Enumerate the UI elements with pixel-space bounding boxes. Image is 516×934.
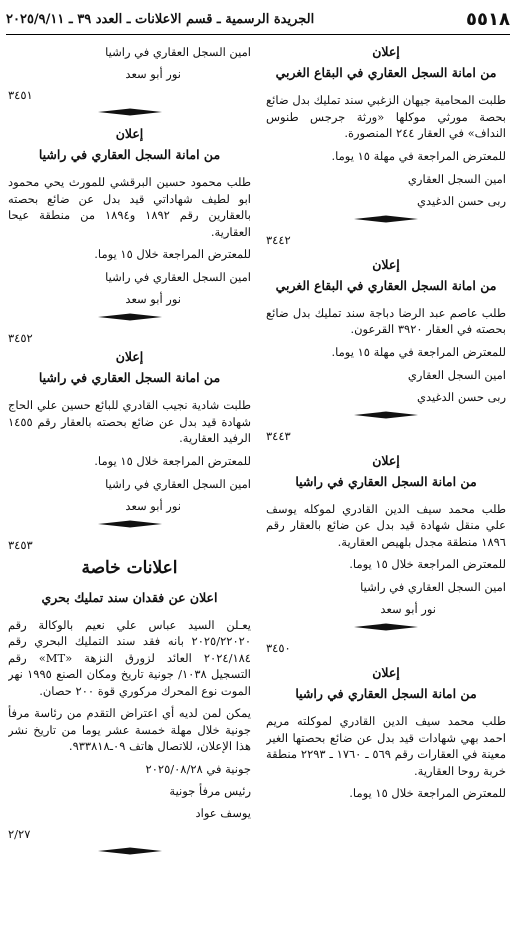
signatory-name: نور أبو سعد: [125, 498, 181, 513]
notice-ref-number: ٣٤٥٣: [8, 537, 33, 552]
signatory-title: امين السجل العقاري في راشيا: [360, 580, 506, 594]
notice-title: إعلان: [115, 349, 144, 364]
notice-ref-number: ٣٤٥٠: [266, 641, 291, 655]
right-column: [266, 44, 506, 934]
notice-body: طلب محمود حسين البرقشي للمورث يحي محمود ابو لطيف شهاداتي قيد بدل عن ضائع بحصته بالعقارين رقم ١٨٩٢ و١٨٩٤ من منطقة عيحا العقارية.: [8, 175, 251, 239]
signatory-title: رئيس مرفأ جونية: [169, 783, 251, 798]
notice-ref-number: ٣٤٥٢: [8, 331, 33, 345]
notice-ref-number: ٣٤٤٢: [266, 232, 291, 247]
running-title: الجريدة الرسمية ـ قسم الاعلانات ـ العدد ٣٩ ـ ٢٠٢٥/٩/١١: [6, 11, 315, 27]
section-title: اعلانات خاصة: [81, 557, 178, 578]
notice-body: طلب محمد سيف الدين القادري لموكلته مريم احمد بهي شهادات قيد بدل عن ضائع بحصتها الغير معينة في العقارات رقم ٥٦٩ ـ ١٧٦٠ ـ ٢٢٩٣ منطقة خربة روحا العقارية.: [266, 714, 506, 778]
signatory-title: امين السجل العقاري: [407, 367, 506, 382]
notice-ref-number: ٣٤٥١: [8, 88, 33, 102]
notice: [266, 44, 506, 247]
notice-office: من امانة السجل العقاري في راشيا: [38, 147, 221, 162]
notice-body: طلبت شادية نجيب القادري للبائع حسين علي الحاج شهادة قيد بدل عن ضائع بحصته بالعقار رقم ١٤٥٥ الرفيد العقارية.: [8, 398, 251, 445]
notice-ref-number: ٢/٢٧: [8, 826, 31, 841]
notice-body: يعـلن السيد عباس علي نعيم بالوكالة رقم ٢٠٢٥/٢٢٠٢٠ بانه فقد سند التمليك البحري رقم ٢٠٢٤/١٨٤ العائد لزورق النزهة «MT» رقم التسجيل ١٠٣٨/ جونية تاريخ ومكان الصنع ١٩٩٥ نهر الموت نوع المحرك مركوري قوة ٢٠٠ حصان.: [8, 617, 251, 698]
divider-ornament-icon: [266, 411, 506, 419]
signatory-name: ربى حسن الدغيدي: [416, 389, 506, 404]
signatory-name: ربى حسن الدغيدي: [416, 193, 506, 208]
notice: [266, 665, 506, 801]
notice-title: إعلان: [115, 126, 144, 141]
notice-date: جونية في ٢٠٢٥/٠٨/٢٨: [145, 761, 251, 776]
special-notices-section: [8, 558, 251, 855]
signatory-title: امين السجل العقاري في راشيا: [105, 476, 251, 491]
signatory-name: يوسف عواد: [195, 805, 251, 820]
notice-objection: للمعترض المراجعة خلال ١٥ يوما.: [349, 557, 506, 571]
notice-body: طلبت المحامية جيهان الزغبي سند تمليك بدل ضائع بحصة مورثي موكلها «ورثة جرجس طنوس النداف» في العقار ٢٤٤ المنصورة.: [266, 93, 506, 140]
notice-title: إعلان: [372, 256, 400, 272]
page-number: ٥٥١٨: [466, 8, 510, 30]
notice-ref-number: ٣٤٤٣: [266, 428, 291, 443]
notice: [8, 126, 251, 345]
divider-ornament-icon: [266, 215, 506, 223]
notice-body: طلب محمد سيف الدين القادري لموكله يوسف علي منقل شهادة قيد بدل عن ضائع بالعقار رقم ١٨٩٦ منطقة مجدل بلهيص العقارية.: [266, 501, 506, 549]
divider-ornament-icon: [266, 623, 506, 631]
notice-objection: للمعترض المراجعة خلال ١٥ يوما.: [349, 786, 506, 800]
notice-title: إعلان: [372, 452, 400, 468]
divider-ornament-icon: [8, 313, 251, 321]
divider-ornament-icon: [8, 847, 251, 855]
left-column: [8, 44, 251, 934]
notice-office: من امانة السجل العقاري في البقاع الغربي: [275, 65, 497, 80]
notice-heading: اعلان عن فقدان سند تمليك بحري: [41, 589, 218, 605]
signatory-title: امين السجل العقاري في راشيا: [105, 45, 251, 59]
notice-objection: للمعترض المراجعة خلال ١٥ يوما.: [94, 247, 251, 261]
divider-ornament-icon: [8, 108, 251, 116]
notice-objection: للمعترض المراجعة خلال ١٥ يوما.: [94, 453, 251, 468]
notice-objection: للمعترض المراجعة في مهلة ١٥ يوما.: [331, 148, 506, 163]
signatory-name: نور أبو سعد: [380, 602, 436, 616]
notice-title: إعلان: [372, 665, 400, 680]
notice: [266, 453, 506, 656]
divider-ornament-icon: [8, 520, 251, 528]
notice-continuation: [8, 44, 251, 116]
notice-office: من امانة السجل العقاري في راشيا: [295, 473, 477, 489]
notice-title: إعلان: [372, 44, 400, 59]
notice-office: من امانة السجل العقاري في البقاع الغربي: [275, 277, 497, 293]
signatory-title: امين السجل العقاري: [407, 171, 506, 186]
signatory-name: نور أبو سعد: [125, 292, 181, 306]
notice: [266, 257, 506, 443]
notice-objection: للمعترض المراجعة في مهلة ١٥ يوما.: [331, 344, 506, 359]
signatory-title: امين السجل العقاري في راشيا: [105, 270, 251, 284]
page-header: [6, 4, 510, 35]
notice-office: من امانة السجل العقاري في راشيا: [38, 370, 221, 385]
notice-body: يمكن لمن لديه أي اعتراض التقدم من رئاسة مرفأ جونية خلال مهلة خمسة عشر يوما من تاريخ نشر هذا الإعلان، للاتصال هاتف ٠٩ـ٩٣٣٨١٨.: [8, 706, 251, 753]
notice-body: طلب عاصم عبد الرضا دباجة سند تمليك بدل ضائع بحصته في العقار ٣٩٢٠ القرعون.: [266, 305, 506, 336]
notice: [8, 349, 251, 552]
notice-office: من امانة السجل العقاري في راشيا: [295, 686, 477, 701]
signatory-name: نور أبو سعد: [125, 67, 181, 81]
